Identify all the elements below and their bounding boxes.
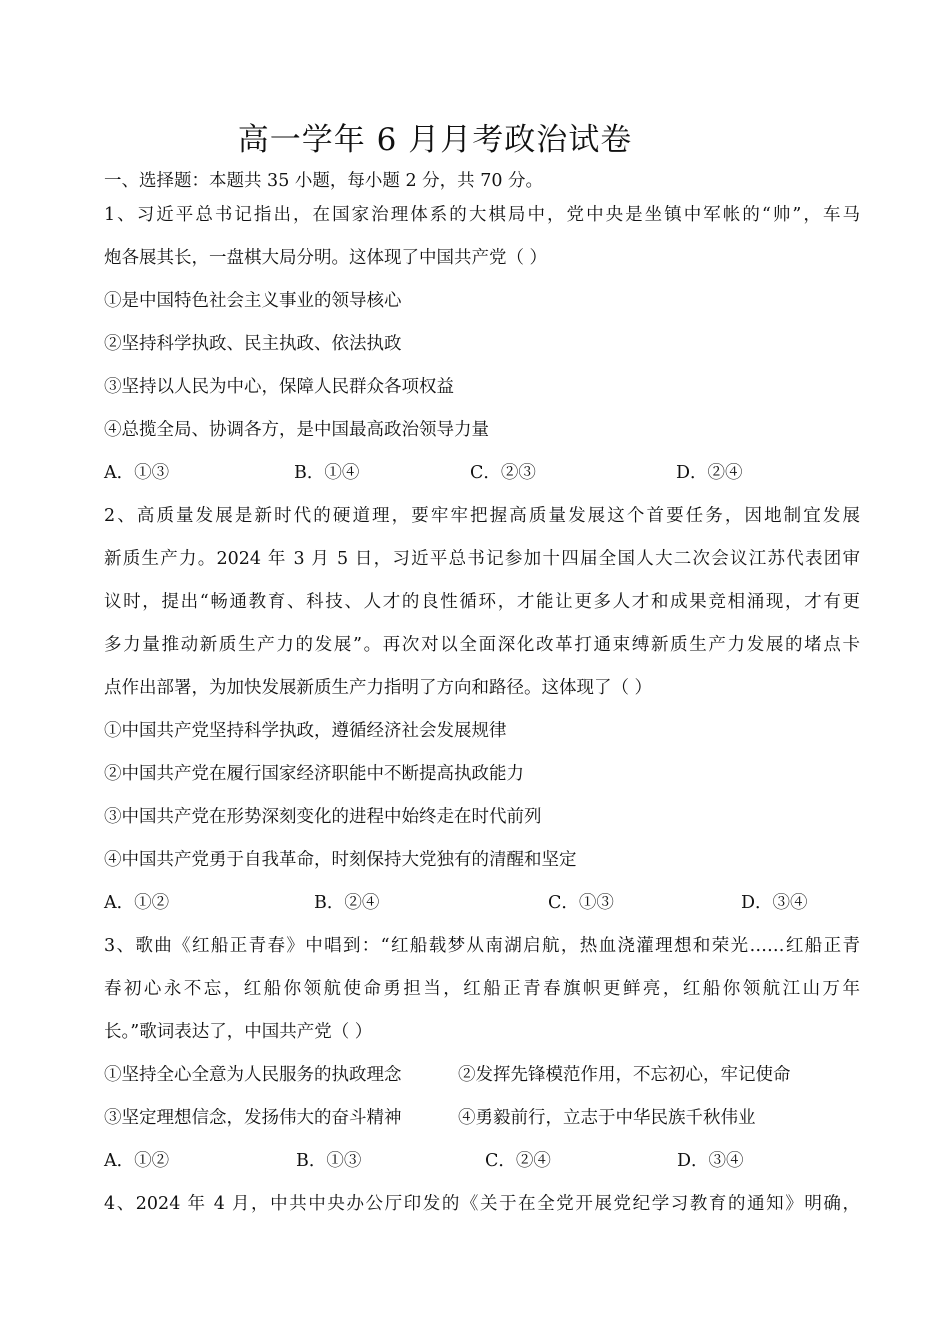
q2-stem-line-1: 2、高质量发展是新时代的硬道理，要牢牢把握高质量发展这个首要任务，因地制宜发展 xyxy=(104,506,860,526)
q1-option-b: B．①④ xyxy=(294,463,360,483)
q1-option-a: A．①③ xyxy=(104,463,170,483)
q1-option-c: C．②③ xyxy=(470,463,536,483)
q1-stem-line-1: 1、习近平总书记指出，在国家治理体系的大棋局中，党中央是坐镇中军帐的“帅”，车马 xyxy=(104,205,860,225)
q3-item-2: ②发挥先锋模范作用，不忘初心，牢记使命 xyxy=(458,1065,791,1085)
q2-option-b: B．②④ xyxy=(314,893,380,913)
q3-item-4: ④勇毅前行，立志于中华民族千秋伟业 xyxy=(458,1108,756,1128)
q3-stem-line-1: 3、歌曲《红船正青春》中唱到：“红船载梦从南湖启航，热血浇灌理想和荣光……红船正青 xyxy=(104,936,860,956)
q3-option-d: D．③④ xyxy=(677,1151,744,1171)
q2-stem-line-4: 多力量推动新质生产力的发展”。再次对以全面深化改革打通束缚新质生产力发展的堵点卡 xyxy=(104,635,860,655)
q1-option-d: D．②④ xyxy=(676,463,743,483)
q3-stem-line-2: 春初心永不忘，红船你领航使命勇担当，红船正青春旗帜更鲜亮，红船你领航江山万年 xyxy=(104,979,860,999)
section-heading: 一、选择题：本题共 35 小题，每小题 2 分，共 70 分。 xyxy=(104,171,544,191)
q3-option-b: B．①③ xyxy=(296,1151,362,1171)
q1-item-2: ②坚持科学执政、民主执政、依法执政 xyxy=(104,334,402,354)
exam-title: 高一学年 6 月月考政治试卷 xyxy=(237,122,633,158)
q3-item-1: ①坚持全心全意为人民服务的执政理念 xyxy=(104,1065,402,1085)
q1-item-1: ①是中国特色社会主义事业的领导核心 xyxy=(104,291,402,311)
q2-item-4: ④中国共产党勇于自我革命，时刻保持大党独有的清醒和坚定 xyxy=(104,850,577,870)
q4-stem-line-1: 4、2024 年 4 月，中共中央办公厅印发的《关于在全党开展党纪学习教育的通知》明确， xyxy=(104,1194,860,1214)
q2-option-a: A．①② xyxy=(104,893,170,913)
q2-item-2: ②中国共产党在履行国家经济职能中不断提高执政能力 xyxy=(104,764,524,784)
q2-stem-line-5: 点作出部署，为加快发展新质生产力指明了方向和路径。这体现了（ ） xyxy=(104,678,653,698)
q3-option-a: A．①② xyxy=(104,1151,170,1171)
q2-stem-line-3: 议时，提出“畅通教育、科技、人才的良性循环，才能让更多人才和成果竞相涌现，才有更 xyxy=(104,592,860,612)
q2-item-1: ①中国共产党坚持科学执政，遵循经济社会发展规律 xyxy=(104,721,507,741)
q1-stem-line-2: 炮各展其长，一盘棋大局分明。这体现了中国共产党（ ） xyxy=(104,248,548,268)
q1-item-4: ④总揽全局、协调各方，是中国最高政治领导力量 xyxy=(104,420,489,440)
q3-item-3: ③坚定理想信念，发扬伟大的奋斗精神 xyxy=(104,1108,402,1128)
q2-stem-line-2: 新质生产力。2024 年 3 月 5 日，习近平总书记参加十四届全国人大二次会议江苏代表团审 xyxy=(104,549,860,569)
q2-item-3: ③中国共产党在形势深刻变化的进程中始终走在时代前列 xyxy=(104,807,542,827)
q1-item-3: ③坚持以人民为中心，保障人民群众各项权益 xyxy=(104,377,454,397)
q3-stem-line-3: 长。”歌词表达了，中国共产党（ ） xyxy=(104,1022,373,1042)
q2-option-c: C．①③ xyxy=(548,893,614,913)
q3-option-c: C．②④ xyxy=(485,1151,551,1171)
q2-option-d: D．③④ xyxy=(741,893,808,913)
